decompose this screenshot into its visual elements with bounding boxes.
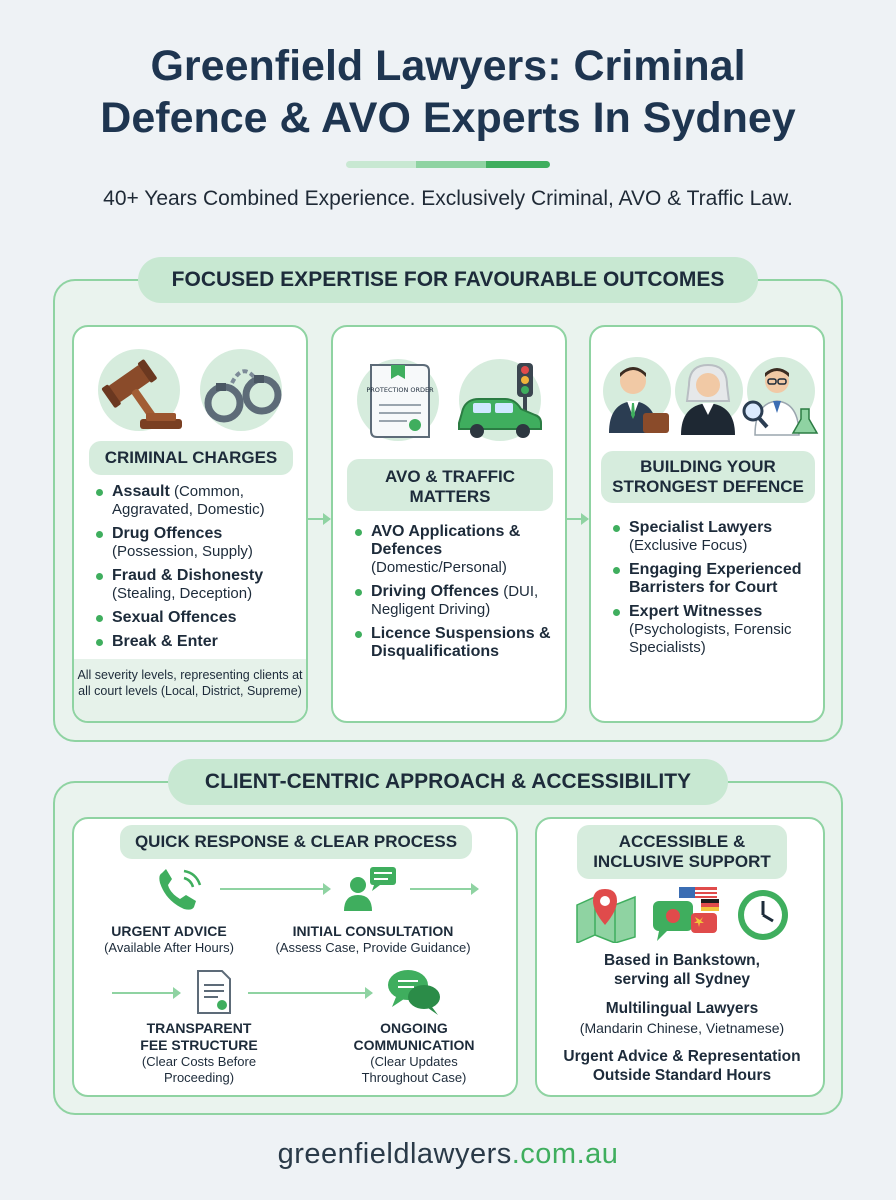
card-footer-note: All severity levels, representing clients at all court levels (Local, District, Supreme) — [74, 659, 306, 721]
strongest-defence-list — [611, 519, 821, 663]
strongest-defence-card — [589, 325, 825, 723]
url-name: greenfieldlawyers — [277, 1138, 512, 1170]
consultation-icon — [342, 865, 398, 917]
car-traffic-light-icon — [453, 359, 549, 445]
page-title — [0, 40, 896, 144]
list-item: Engaging Experienced Barristers for Court — [611, 561, 821, 597]
lawyer-icon — [605, 361, 671, 437]
title-divider — [346, 161, 550, 168]
step-detail: (Clear Updates Throughout Case) — [361, 1054, 467, 1085]
forensic-expert-icon — [739, 361, 819, 437]
client-centric-section-heading: CLIENT-CENTRIC APPROACH & ACCESSIBILITY — [168, 759, 728, 805]
list-item: AVO Applications & Defences (Domestic/Personal) — [353, 523, 563, 577]
fee-document-icon — [196, 969, 232, 1015]
phone-icon — [154, 867, 204, 915]
map-pin-icon — [575, 887, 637, 943]
list-item: Driving Offences (DUI, Negligent Driving) — [353, 583, 563, 619]
support-card — [535, 817, 825, 1097]
page-subtitle: 40+ Years Combined Experience. Exclusively Criminal, AVO & Traffic Law. — [103, 187, 793, 210]
expertise-section-heading: FOCUSED EXPERTISE FOR FAVOURABLE OUTCOMES — [138, 257, 758, 303]
title-line-1: Greenfield Lawyers: Criminal — [150, 42, 746, 90]
support-item-multilingual: Multilingual Lawyers — [605, 1000, 759, 1017]
support-item-location: Based in Bankstown, serving all Sydney — [604, 952, 760, 988]
card-label: BUILDING YOUR STRONGEST DEFENCE — [601, 451, 815, 503]
step-detail: (Assess Case, Provide Guidance) — [275, 940, 471, 955]
support-item-urgent: Urgent Advice & Representation Outside Standard Hours — [563, 1048, 801, 1084]
step-title: ONGOING COMMUNICATION — [353, 1020, 475, 1053]
handcuffs-icon — [202, 353, 284, 433]
list-item: Break & Enter — [94, 633, 304, 651]
step-arrow — [248, 992, 372, 994]
list-item: Licence Suspensions & Disqualifications — [353, 625, 563, 661]
clock-icon — [735, 887, 791, 943]
support-item-multilingual-detail: (Mandarin Chinese, Vietnamese) — [579, 1020, 785, 1036]
avo-traffic-card — [331, 325, 567, 723]
avo-traffic-list — [353, 523, 563, 667]
title-line-2: Defence & AVO Experts In Sydney — [100, 94, 796, 142]
step-title: INITIAL CONSULTATION — [292, 923, 454, 939]
step-title: URGENT ADVICE — [111, 923, 227, 939]
connector-arrow — [308, 518, 330, 520]
document-title-text: PROTECTION ORDER — [366, 386, 434, 394]
list-item: Drug Offences (Possession, Supply) — [94, 525, 304, 561]
criminal-charges-list — [94, 483, 304, 657]
card-label: QUICK RESPONSE & CLEAR PROCESS — [120, 825, 472, 859]
url-domain: .com.au — [511, 1138, 619, 1170]
list-item: Sexual Offences — [94, 609, 304, 627]
step-detail: (Available After Hours) — [104, 940, 234, 955]
connector-arrow — [567, 518, 588, 520]
card-label: CRIMINAL CHARGES — [89, 441, 293, 475]
multilingual-chat-icon — [651, 885, 721, 943]
list-item: Expert Witnesses (Psychologists, Forensic Specialists) — [611, 603, 821, 657]
list-item: Assault (Common, Aggravated, Domestic) — [94, 483, 304, 519]
process-card — [72, 817, 518, 1097]
step-arrow — [112, 992, 180, 994]
website-url[interactable] — [0, 1138, 896, 1171]
step-arrow — [410, 888, 478, 890]
gavel-icon — [96, 355, 186, 435]
protection-order-document-icon — [363, 359, 435, 445]
card-label: ACCESSIBLE & INCLUSIVE SUPPORT — [577, 825, 787, 879]
step-detail: (Clear Costs Before Proceeding) — [141, 1054, 257, 1085]
chat-bubbles-icon — [386, 967, 442, 1017]
criminal-charges-card — [72, 325, 308, 723]
list-item: Fraud & Dishonesty (Stealing, Deception) — [94, 567, 304, 603]
step-title: TRANSPARENT FEE STRUCTURE — [140, 1020, 258, 1053]
list-item: Specialist Lawyers (Exclusive Focus) — [611, 519, 821, 555]
barrister-icon — [675, 361, 741, 437]
card-label: AVO & TRAFFIC MATTERS — [347, 459, 553, 511]
step-arrow — [220, 888, 330, 890]
